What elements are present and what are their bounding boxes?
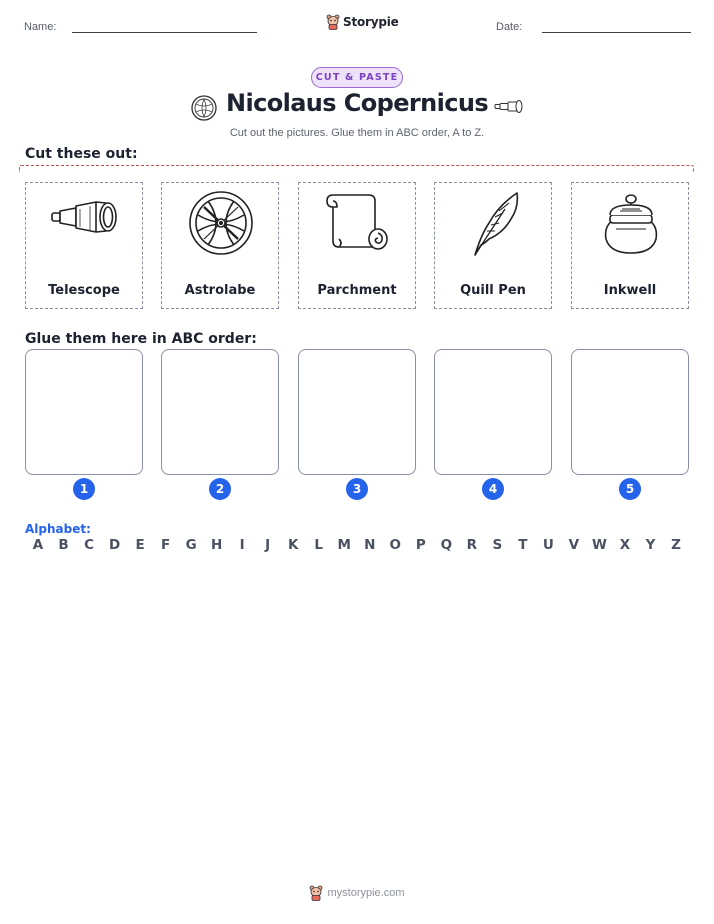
glue-slot-5[interactable]: [571, 349, 689, 475]
cut-card-astrolabe[interactable]: [161, 182, 279, 309]
glue-slot-4[interactable]: [434, 349, 552, 475]
alphabet-letter: J: [265, 537, 271, 553]
alphabet-letter: L: [314, 537, 324, 553]
glue-slot-3[interactable]: [298, 349, 416, 475]
alphabet-letter: V: [568, 537, 580, 553]
alphabet-letter: U: [542, 537, 554, 553]
slot-number-badge: 2: [209, 478, 231, 500]
cut-card-quill-pen[interactable]: [434, 182, 552, 309]
activity-tag: CUT & PASTE: [311, 67, 403, 88]
inkwell-pot-icon: [596, 187, 666, 257]
alphabet-heading: Alphabet:: [25, 522, 91, 536]
slot-number-badge: 5: [619, 478, 641, 500]
alphabet-letter: A: [32, 537, 44, 553]
alphabet-letter: B: [58, 537, 69, 553]
parchment-scroll-icon: [323, 189, 393, 255]
card-label: Parchment: [317, 283, 397, 298]
alphabet-letter: P: [415, 537, 426, 553]
alphabet-letter: Q: [440, 537, 453, 553]
alphabet-letter: C: [84, 537, 94, 553]
alphabet-letter: Z: [671, 537, 681, 553]
alphabet-letter: E: [135, 537, 145, 553]
astrolabe-icon: [186, 187, 256, 257]
alphabet-letter: D: [108, 537, 121, 553]
card-label: Inkwell: [603, 283, 657, 298]
cut-card-parchment[interactable]: [298, 182, 416, 309]
footer-url[interactable]: mystorypie.com: [327, 887, 405, 899]
card-label: Astrolabe: [184, 283, 256, 298]
telescope-icon: [50, 189, 120, 241]
slot-number-badge: 1: [73, 478, 95, 500]
alphabet-letter: W: [591, 537, 607, 553]
slot-number-badge: 3: [346, 478, 368, 500]
page-title: Nicolaus Copernicus: [225, 89, 489, 117]
brand-logo: [326, 14, 399, 30]
glue-slot-2[interactable]: [161, 349, 279, 475]
alphabet-letter: H: [210, 537, 223, 553]
cut-card-inkwell[interactable]: [571, 182, 689, 309]
date-label: Date:: [496, 21, 523, 33]
alphabet-letter: T: [518, 537, 528, 553]
footer: [0, 885, 714, 901]
instructions: Cut out the pictures. Glue them in ABC order, A to Z.: [229, 127, 485, 139]
alphabet-letter: S: [492, 537, 503, 553]
alphabet-letter: G: [185, 537, 197, 553]
small-telescope-icon: [494, 98, 526, 114]
alphabet-letter: O: [389, 537, 401, 553]
alphabet-letter: M: [337, 537, 351, 553]
storypie-mascot-icon: [326, 14, 340, 30]
cut-section-heading: Cut these out:: [25, 146, 138, 162]
alphabet-letter: Y: [645, 537, 656, 553]
cut-card-telescope[interactable]: [25, 182, 143, 309]
storypie-mascot-icon: [309, 885, 323, 901]
glue-section-heading: Glue them here in ABC order:: [25, 331, 257, 347]
alphabet-letter: X: [619, 537, 631, 553]
cut-guide-line: [19, 165, 694, 172]
alphabet-letter: R: [466, 537, 478, 553]
name-label: Name:: [24, 21, 57, 33]
alphabet-letter: F: [160, 537, 171, 553]
brand-name: Storypie: [343, 15, 399, 29]
alphabet-letter: I: [239, 537, 245, 553]
alphabet-letter: N: [364, 537, 376, 553]
name-field-line[interactable]: [72, 32, 257, 33]
card-label: Telescope: [48, 283, 120, 298]
alphabet-letter: K: [287, 537, 299, 553]
slot-number-badge: 4: [482, 478, 504, 500]
card-label: Quill Pen: [460, 283, 526, 298]
quill-feather-icon: [459, 189, 529, 259]
date-field-line[interactable]: [542, 32, 691, 33]
glue-slot-1[interactable]: [25, 349, 143, 475]
